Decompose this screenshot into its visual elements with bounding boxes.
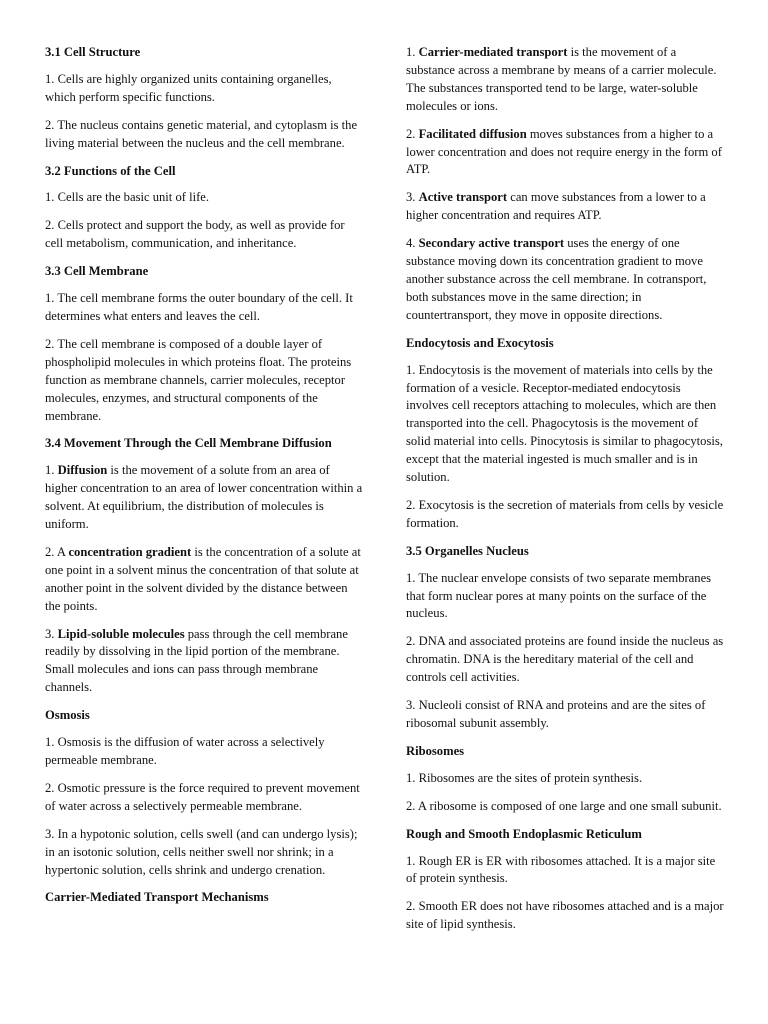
paragraph-prefix: 2. A bbox=[45, 544, 69, 559]
paragraph-prefix: 3. bbox=[406, 190, 419, 205]
right-column bbox=[406, 44, 724, 944]
paragraph: 2. Exocytosis is the secretion of materials from cells by vesicle formation. bbox=[406, 497, 724, 530]
paragraph: 2. Osmotic pressure is the force required to prevent movement of water across a selectively permeable membrane. bbox=[45, 780, 360, 813]
key-term: Carrier-mediated transport bbox=[418, 45, 568, 59]
paragraph: 1. The cell membrane forms the outer boundary of the cell. It determines what enters and leaves the cell. bbox=[45, 291, 353, 323]
section-heading-osmosis: Osmosis bbox=[45, 708, 90, 723]
key-term: Secondary active transport bbox=[418, 236, 565, 251]
section-heading-endocytosis-and-exocytosis: Endocytosis and Exocytosis bbox=[406, 335, 554, 350]
paragraph bbox=[45, 626, 363, 698]
key-term: Lipid-soluble molecules bbox=[57, 626, 185, 641]
left-column bbox=[45, 44, 363, 916]
paragraph: 1. Ribosomes are the sites of protein synthesis. bbox=[406, 770, 643, 785]
paragraph-prefix: 4. bbox=[406, 236, 419, 251]
key-term: Diffusion bbox=[57, 463, 108, 478]
paragraph: 2. The nucleus contains genetic material, and cytoplasm is the living material between the nucleus and the cell membrane. bbox=[45, 117, 358, 150]
section-heading-3-3-cell-membrane: 3.3 Cell Membrane bbox=[45, 264, 149, 279]
paragraph-text: is the concentration of a solute at one point in a solvent minus the concentration of that solute at another point in the solvent divided by the distance between the points. bbox=[45, 544, 361, 613]
paragraph-text: uses the energy of one substance moving down its concentration gradient to move another substance across the cell membrane. In cotransport, both substances move in the same direction; in countertransport, they move in opposite directions. bbox=[406, 236, 707, 322]
paragraph: 2. The cell membrane is composed of a double layer of phospholipid molecules in which proteins float. The proteins function as membrane channels, carrier molecules, receptor molecules, enzymes, and structural components of the membrane. bbox=[45, 336, 352, 423]
paragraph bbox=[45, 462, 363, 534]
paragraph-prefix: 3. bbox=[45, 626, 58, 641]
paragraph: 3. In a hypotonic solution, cells swell (and can undergo lysis); in an isotonic solution, cells neither swell nor shrink; in a hypertonic solution, cells shrink and undergo crenation. bbox=[45, 826, 358, 877]
paragraph-prefix: 1. bbox=[406, 45, 419, 59]
paragraph-text: is the movement of a solute from an area of higher concentration to an area of lower concentration within a solvent. At equilibrium, the distribution of molecules is uniform. bbox=[45, 463, 363, 532]
paragraph-text: pass through the cell membrane readily by dissolving in the lipid portion of the membrane. Small molecules and ions can pass through membrane channels. bbox=[45, 626, 348, 695]
key-term: Active transport bbox=[418, 190, 508, 205]
paragraph: 1. Cells are the basic unit of life. bbox=[45, 190, 210, 205]
paragraph: 2. Smooth ER does not have ribosomes attached and is a major site of lipid synthesis. bbox=[406, 899, 724, 932]
section-heading-carrier-mediated-transport-mechanisms: Carrier-Mediated Transport Mechanisms bbox=[45, 890, 269, 905]
paragraph: 2. A ribosome is composed of one large and one small subunit. bbox=[406, 798, 722, 813]
section-heading-3-2-functions-of-the-cell: 3.2 Functions of the Cell bbox=[45, 163, 176, 178]
paragraph: 1. Endocytosis is the movement of materials into cells by the formation of a vesicle. Receptor-mediated endocytosis involves cell receptors attaching to molecules, which are then transported into the cell. Phagocytosis is the movement of solid material into cells. Pinocytosis is similar to phagocytosis, except that the material ingested is much smaller and is in solution. bbox=[406, 362, 723, 485]
paragraph-text: can move substances from a lower to a higher concentration and requires ATP. bbox=[406, 190, 706, 223]
paragraph bbox=[406, 189, 724, 225]
paragraph-prefix: 2. bbox=[406, 126, 419, 141]
paragraph-text: moves substances from a higher to a lower concentration and does not require energy in the form of ATP. bbox=[406, 126, 722, 177]
paragraph bbox=[45, 544, 363, 616]
paragraph-prefix: 1. bbox=[45, 463, 58, 478]
paragraph: 1. Osmosis is the diffusion of water across a selectively permeable membrane. bbox=[45, 735, 325, 767]
paragraph: 3. Nucleoli consist of RNA and proteins and are the sites of ribosomal subunit assembly. bbox=[406, 698, 706, 730]
paragraph: 2. Cells protect and support the body, as well as provide for cell metabolism, communication, and inheritance. bbox=[45, 218, 345, 251]
paragraph bbox=[406, 44, 724, 116]
paragraph bbox=[406, 235, 724, 325]
section-heading-3-5-organelles-nucleus: 3.5 Organelles Nucleus bbox=[406, 543, 529, 558]
paragraph: 1. Cells are highly organized units containing organelles, which perform specific functions. bbox=[45, 71, 332, 104]
key-term: Facilitated diffusion bbox=[418, 126, 527, 141]
section-heading-ribosomes: Ribosomes bbox=[406, 743, 465, 758]
paragraph bbox=[406, 126, 724, 180]
paragraph-text: is the movement of a substance across a membrane by means of a carrier molecule. The substances transported tend to be large, water-soluble molecules or ions. bbox=[406, 45, 717, 113]
section-heading-3-4-movement-through-the-cell-membrane-diffusion: 3.4 Movement Through the Cell Membrane Diffusion bbox=[45, 436, 332, 451]
paragraph: 1. Rough ER is ER with ribosomes attached. It is a major site of protein synthesis. bbox=[406, 853, 716, 886]
key-term: concentration gradient bbox=[68, 544, 192, 559]
paragraph: 1. The nuclear envelope consists of two separate membranes that form nuclear pores at many points on the surface of the nucleus. bbox=[406, 570, 712, 621]
section-heading-3-1-cell-structure: 3.1 Cell Structure bbox=[45, 45, 141, 59]
paragraph: 2. DNA and associated proteins are found inside the nucleus as chromatin. DNA is the hereditary material of the cell and controls cell activities. bbox=[406, 634, 724, 685]
section-heading-rough-and-smooth-endoplasmic-reticulum: Rough and Smooth Endoplasmic Reticulum bbox=[406, 826, 642, 841]
